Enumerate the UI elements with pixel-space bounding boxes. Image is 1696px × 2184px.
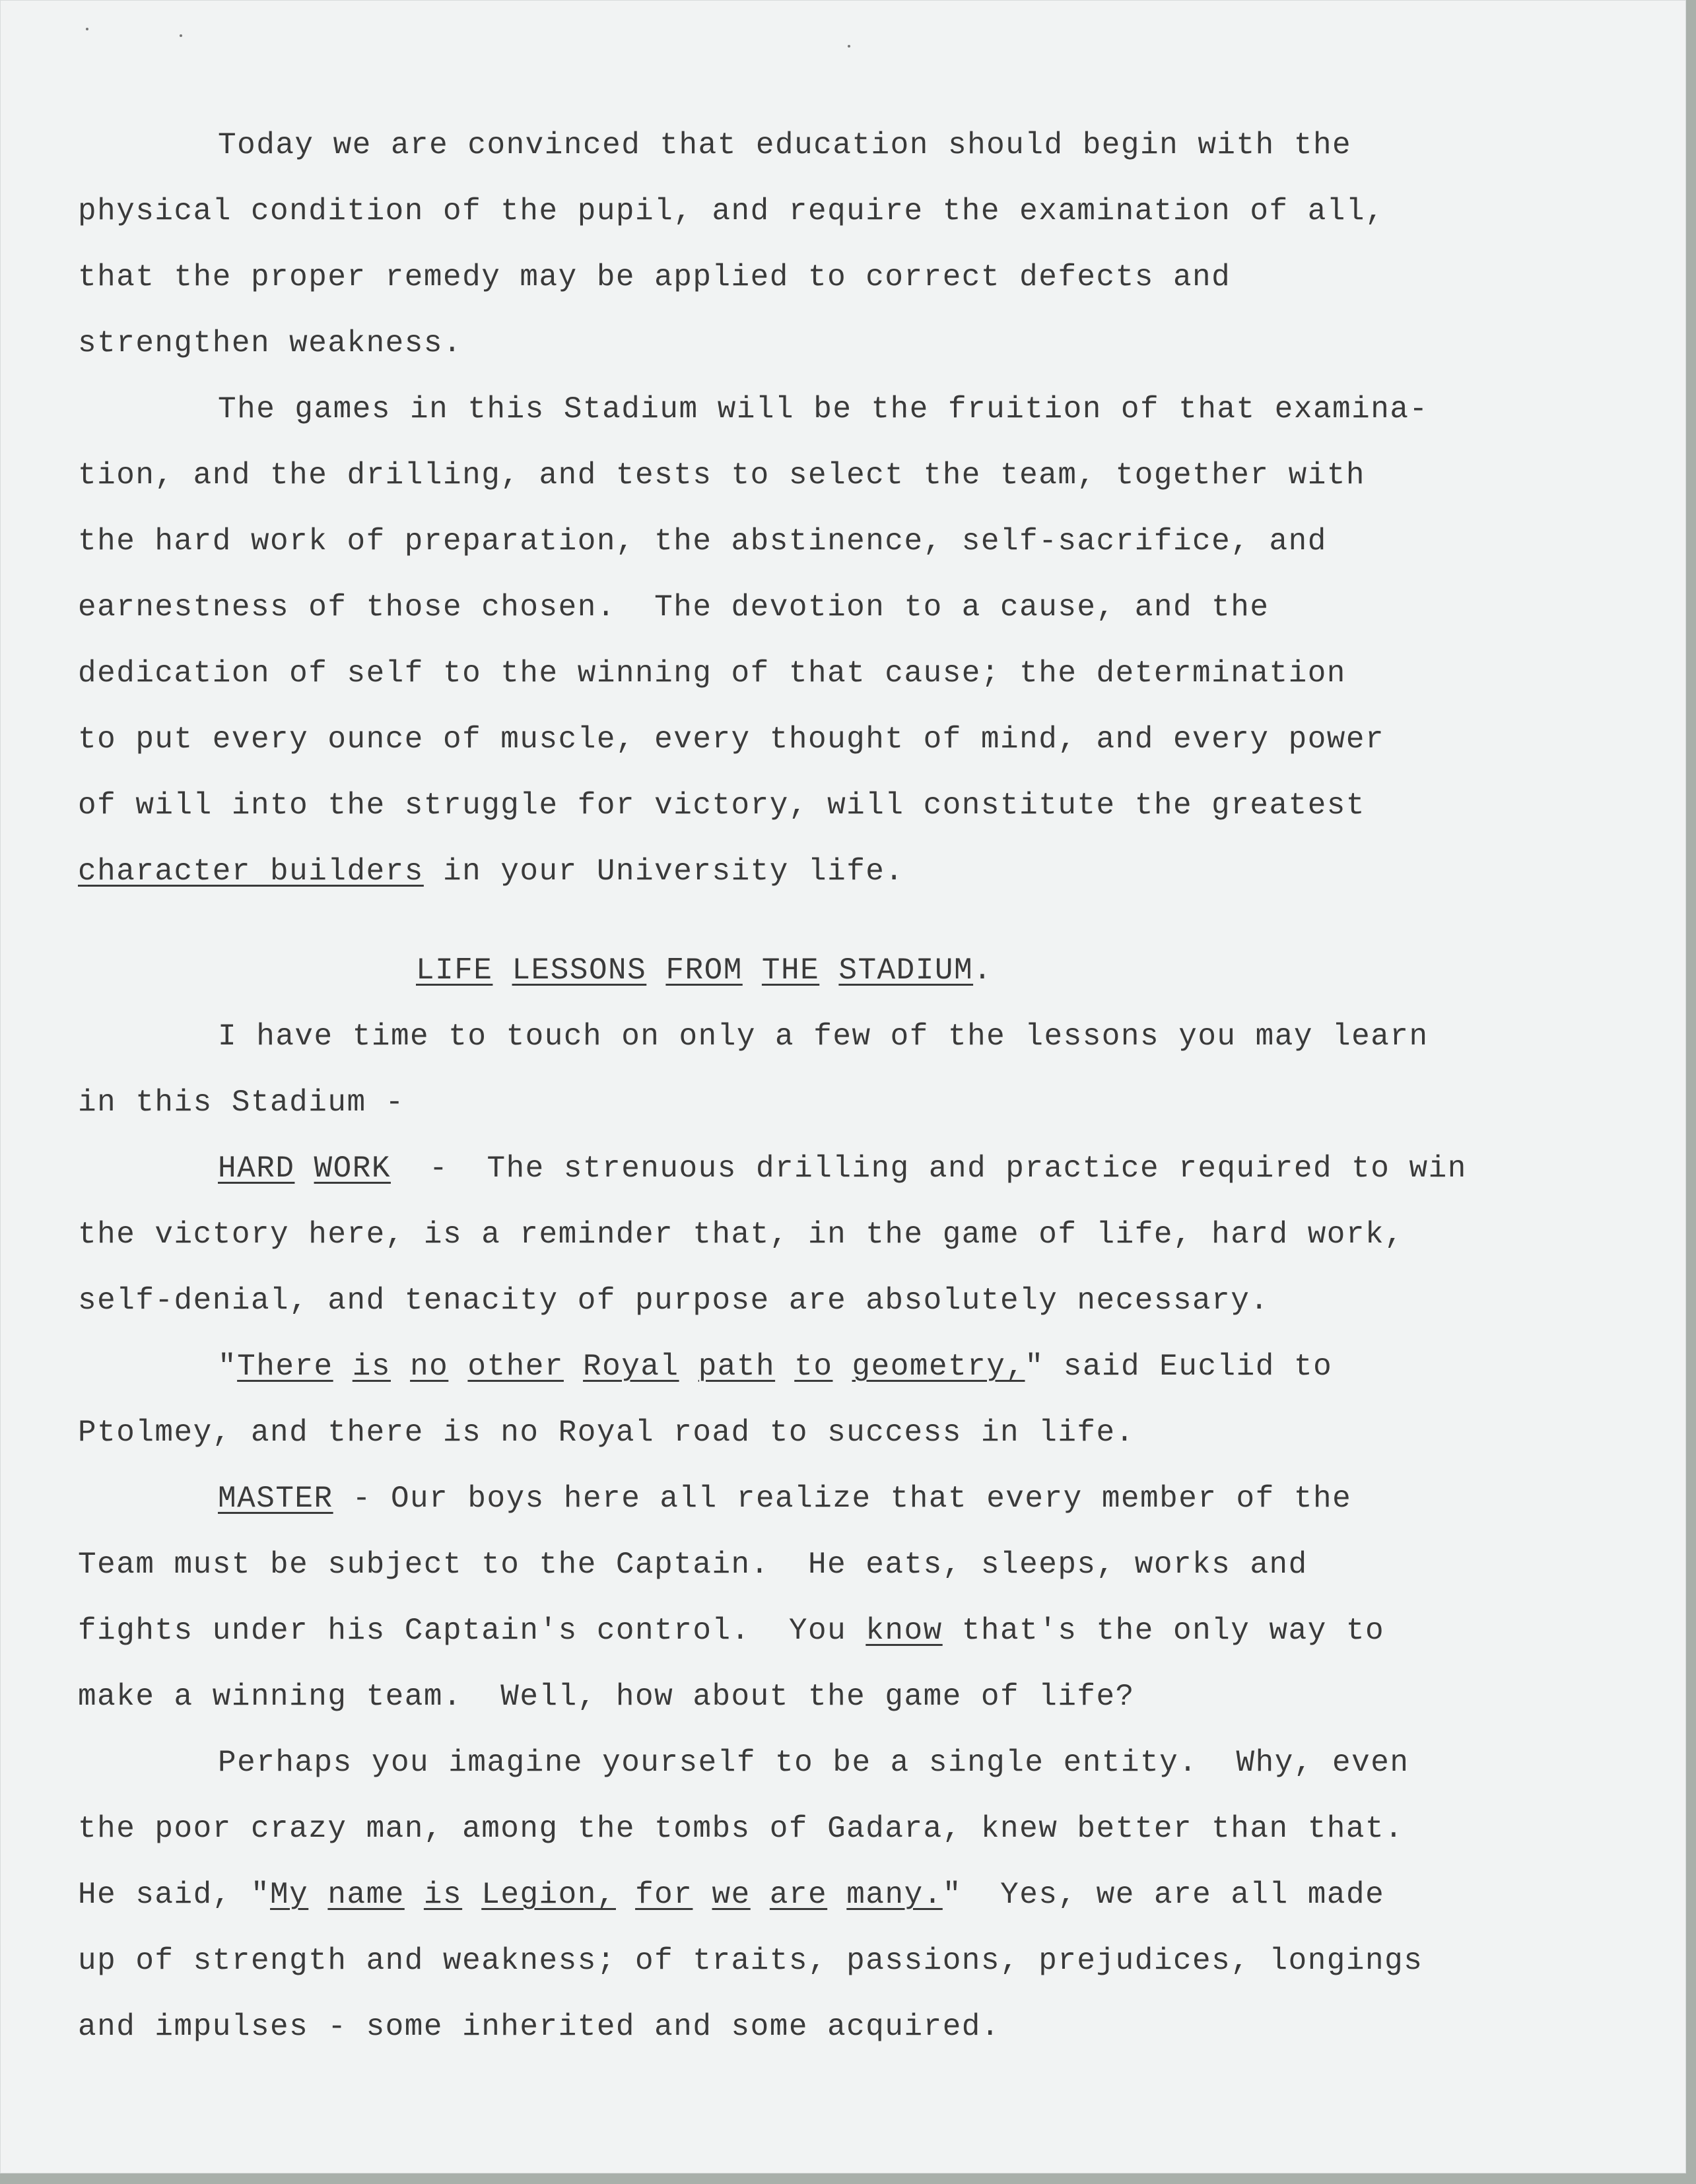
text-span: in your University life.: [423, 854, 904, 889]
paragraph-2-line-3: the hard work of preparation, the abstinence, self-sacrifice, and: [78, 524, 1327, 559]
text-span: " said Euclid to: [1025, 1349, 1333, 1384]
paragraph-6-line-3: [78, 1598, 1570, 1664]
paragraph-4-line-2: the victory here, is a reminder that, in the game of life, hard work,: [78, 1217, 1404, 1252]
typewritten-text: [78, 112, 1570, 2060]
paragraph-4-line-1: [78, 1136, 1570, 1202]
section-heading: [78, 938, 1570, 1004]
paragraph-2-line-2: tion, and the drilling, and tests to select the team, together with: [78, 458, 1366, 493]
paragraph-6-line-4: make a winning team. Well, how about the game of life?: [78, 1680, 1135, 1714]
paragraph-4-line-3: self-denial, and tenacity of purpose are absolutely necessary.: [78, 1283, 1270, 1318]
text-span: that's the only way to: [942, 1614, 1385, 1648]
heading-period: .: [973, 953, 993, 988]
paragraph-3-line-1: I have time to touch on only a few of the lessons you may learn: [218, 1019, 1429, 1054]
paper-speck: [848, 45, 850, 48]
quote-word: path: [698, 1349, 776, 1384]
section-label: WORK: [314, 1151, 391, 1186]
quote-word: is: [423, 1878, 463, 1912]
paragraph-2-line-5: dedication of self to the winning of that cause; the determination: [78, 656, 1346, 691]
paragraph-2-line-8: [78, 838, 1570, 904]
section-label: MASTER: [218, 1482, 333, 1516]
paragraph-7-line-1: Perhaps you imagine yourself to be a single entity. Why, even: [218, 1746, 1409, 1780]
heading-word: STADIUM: [838, 953, 974, 988]
quote-word: Royal: [583, 1349, 679, 1384]
quote-word: is: [352, 1349, 391, 1384]
paragraph-1-line-1: Today we are convinced that education should begin with the: [218, 128, 1352, 162]
paragraph-5-line-2: Ptolmey, and there is no Royal road to success in life.: [78, 1416, 1135, 1450]
paragraph-2-line-4: earnestness of those chosen. The devotion to a cause, and the: [78, 590, 1270, 625]
paragraph-7-line-4: up of strength and weakness; of traits, passions, prejudices, longings: [78, 1944, 1423, 1978]
section-label: HARD: [218, 1151, 295, 1186]
paragraph-6-line-2: Team must be subject to the Captain. He eats, sleeps, works and: [78, 1548, 1308, 1582]
quote-word: many.: [846, 1878, 943, 1912]
paragraph-1-line-3: that the proper remedy may be applied to correct defects and: [78, 260, 1231, 294]
quote-word: My: [270, 1878, 309, 1912]
paragraph-7-line-2: the poor crazy man, among the tombs of Gadara, knew better than that.: [78, 1812, 1404, 1846]
paragraph-1-line-2: physical condition of the pupil, and require the examination of all,: [78, 194, 1385, 228]
paragraph-2-line-1: The games in this Stadium will be the fruition of that examina-: [218, 392, 1429, 427]
text-span: He said, ": [78, 1878, 271, 1912]
quote-word: for: [635, 1878, 693, 1912]
paragraph-1-line-4: strengthen weakness.: [78, 326, 463, 360]
paragraph-5-line-1: [78, 1334, 1570, 1400]
paragraph-6-line-1: [78, 1466, 1570, 1532]
paper-speck: [180, 34, 182, 37]
text-span: - Our boys here all realize that every member of the: [333, 1482, 1352, 1516]
paper-speck: [86, 28, 88, 30]
paragraph-3-line-2: in this Stadium -: [78, 1085, 405, 1120]
quote-word: There: [237, 1349, 333, 1384]
paragraph-2-line-6: to put every ounce of muscle, every thought of mind, and every power: [78, 722, 1385, 757]
paragraph-2-line-7: of will into the struggle for victory, will constitute the greatest: [78, 788, 1366, 823]
quote-word: no: [410, 1349, 449, 1384]
text-span: - The strenuous drilling and practice required to win: [390, 1151, 1467, 1186]
quote-word: to: [794, 1349, 833, 1384]
text-span: fights under his Captain's control. You: [78, 1614, 866, 1648]
underlined-word: know: [865, 1614, 943, 1648]
heading-word: FROM: [665, 953, 743, 988]
underlined-phrase: character builders: [78, 854, 424, 889]
paragraph-7-line-5: and impulses - some inherited and some acquired.: [78, 2010, 1001, 2044]
quote-word: name: [327, 1878, 405, 1912]
paragraph-7-line-3: [78, 1862, 1570, 1928]
text-span: " Yes, we are all made: [942, 1878, 1385, 1912]
open-quote: ": [218, 1349, 238, 1384]
quote-word: other: [467, 1349, 564, 1384]
heading-word: LIFE: [416, 953, 493, 988]
quote-word: geometry,: [852, 1349, 1025, 1384]
quote-word: are: [769, 1878, 828, 1912]
heading-word: THE: [761, 953, 820, 988]
quote-word: Legion,: [481, 1878, 616, 1912]
heading-word: LESSONS: [512, 953, 647, 988]
quote-word: we: [712, 1878, 751, 1912]
